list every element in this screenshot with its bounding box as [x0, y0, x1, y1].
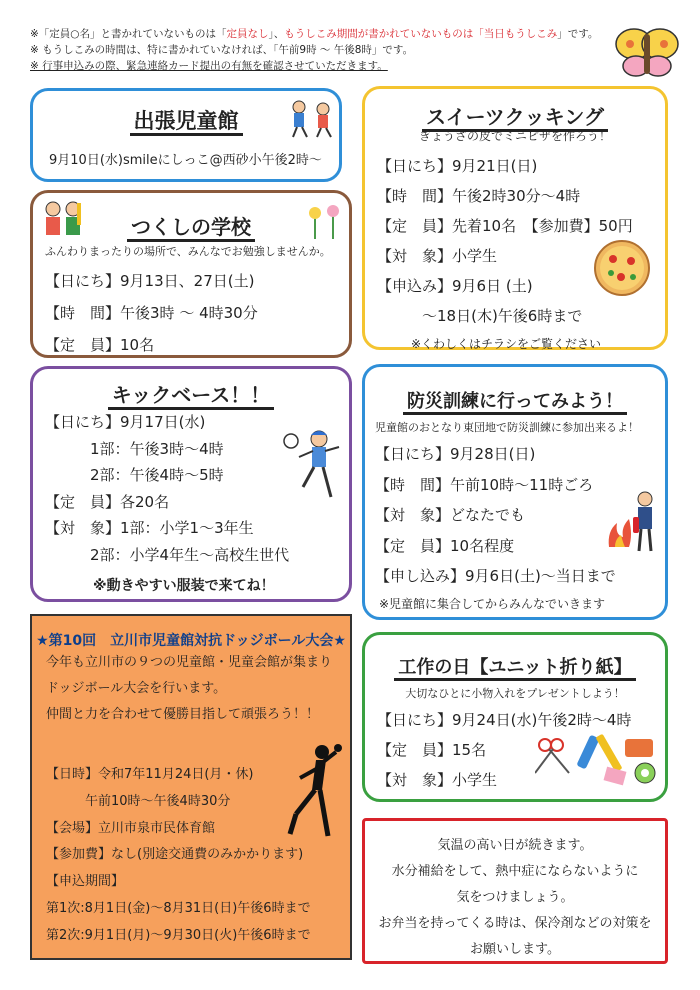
pizza-icon — [593, 239, 651, 297]
kickbase-title: キックベース！！ — [33, 379, 349, 408]
shucho-title: 出張児童館 — [33, 105, 339, 135]
heat-notice-box — [362, 818, 668, 964]
dodgeball-rows: 【日時】令和7年11月24日(月・休) 午前10時～午後4時30分 【会場】立川市泉市民体育館 【参加費】なし(別途交通費のみかかります) 【申込期間】 第1次:8月1日(金)～8月31日(日)午後6時まで 第2次:9月1日(月)～9月30日(火)午後6時まで — [46, 767, 311, 943]
students-icon — [41, 199, 87, 239]
bousai-rows: 【日にち】9月28日(日) 【時 間】午前10時～11時ごろ 【対 象】どなたでも 【定 員】10名程度 【申し込み】9月6日(土)～当日まで — [375, 445, 616, 586]
sweets-foot: ※くわしくはチラシをご覧ください — [411, 337, 602, 351]
tsukushi-box — [30, 190, 352, 358]
dodgeball-player-icon — [282, 744, 346, 840]
kousaku-box — [362, 632, 668, 802]
flowers-icon — [303, 201, 347, 241]
heat-notice-text: 気温の高い日が続きます。 水分補給をして、熱中症にならないように 気をつけましょう。 お弁当を持ってくる時は、保冷剤などの対策を お願いします。 — [378, 838, 652, 957]
kicking-kid-icon — [283, 427, 345, 505]
kickbase-rows: 【日にち】9月17日(水) 1部：午後3時～4時 2部：午後4時～5時 【定 員】各20名 【対 象】1部：小学1～3年生 2部：小学4年生～高校生世代 — [45, 413, 290, 564]
note-red-1: 定員なし — [226, 28, 269, 40]
tsukushi-title: つくしの学校 — [33, 211, 349, 240]
sweets-rows: 【日にち】9月21日(日) 【時 間】午後2時30分～4時 【定 員】先着10名 【参加費】50円 【対 象】小学生 【申込み】9月6日 (土) ～18日(木)午後6時まで — [377, 157, 633, 325]
dodgeball-desc: 今年も立川市の９つの児童館・児童会館が集まり ドッジボール大会を行います。 仲間と力を合わせて優勝目指して頑張ろう！！ — [46, 655, 333, 722]
bousai-foot: ※児童館に集合してからみんなでいきます — [379, 597, 606, 611]
fire-extinguisher-icon — [603, 487, 661, 557]
tsukushi-sub: ふんわりまったりの場所で、みんなでお勉強しませんか。 — [45, 245, 331, 258]
dodgeball-box — [30, 614, 352, 960]
butterfly-icon — [612, 24, 682, 80]
running-kids-icon — [285, 99, 337, 139]
bousai-sub: 児童館のおとなり東団地で防災訓練に参加出来るよ！ — [375, 421, 639, 434]
sweets-sub: ぎょうざの皮でミニピザを作ろう！ — [418, 129, 611, 143]
note-line-1: ※「定員○名」と書かれていないものは「定員なし」、もうしこみ期間が書かれていないものは「当日もうしこみ」です。 — [30, 28, 599, 40]
kousaku-rows: 【日にち】9月24日(水)午後2時～4時 【定 員】15名 【対 象】小学生 — [377, 711, 632, 789]
shucho-line: 9月10日(水)smileにしっこ@西砂小午後2時～ — [49, 153, 322, 168]
notes — [30, 26, 630, 74]
kickbase-foot: ※動きやすい服装で来てね！ — [93, 578, 275, 594]
note-line-3: ※ 行事申込みの際、緊急連絡カード提出の有無を確認させていただきます。 — [30, 60, 388, 72]
bousai-box — [362, 364, 668, 620]
sweets-cooking-box — [362, 86, 668, 350]
bousai-title: 防災訓練に行ってみよう！ — [365, 387, 665, 413]
note-red-2: もうしこみ期間が書かれていないものは「当日もうしこみ — [284, 28, 558, 40]
craft-tools-icon — [535, 729, 665, 791]
kousaku-sub: 大切なひとに小物入れをプレゼントしよう！ — [405, 687, 625, 700]
kousaku-title: 工作の日【ユニット折り紙】 — [365, 653, 665, 679]
dodgeball-title: ★第10回 立川市児童館対抗ドッジボール大会★ — [36, 633, 346, 649]
note-line-2: ※ もうしこみの時間は、特に書かれていなければ、「午前9時 ～ 午後8時」です。 — [30, 44, 414, 56]
tsukushi-rows: 【日にち】9月13日、27日(土) 【時 間】午後3時 ～ 4時30分 【定 員】10名 — [45, 272, 258, 354]
shucho-jidokan-box — [30, 88, 342, 182]
kickbase-box — [30, 366, 352, 602]
sweets-title: スイーツクッキング — [365, 101, 665, 130]
